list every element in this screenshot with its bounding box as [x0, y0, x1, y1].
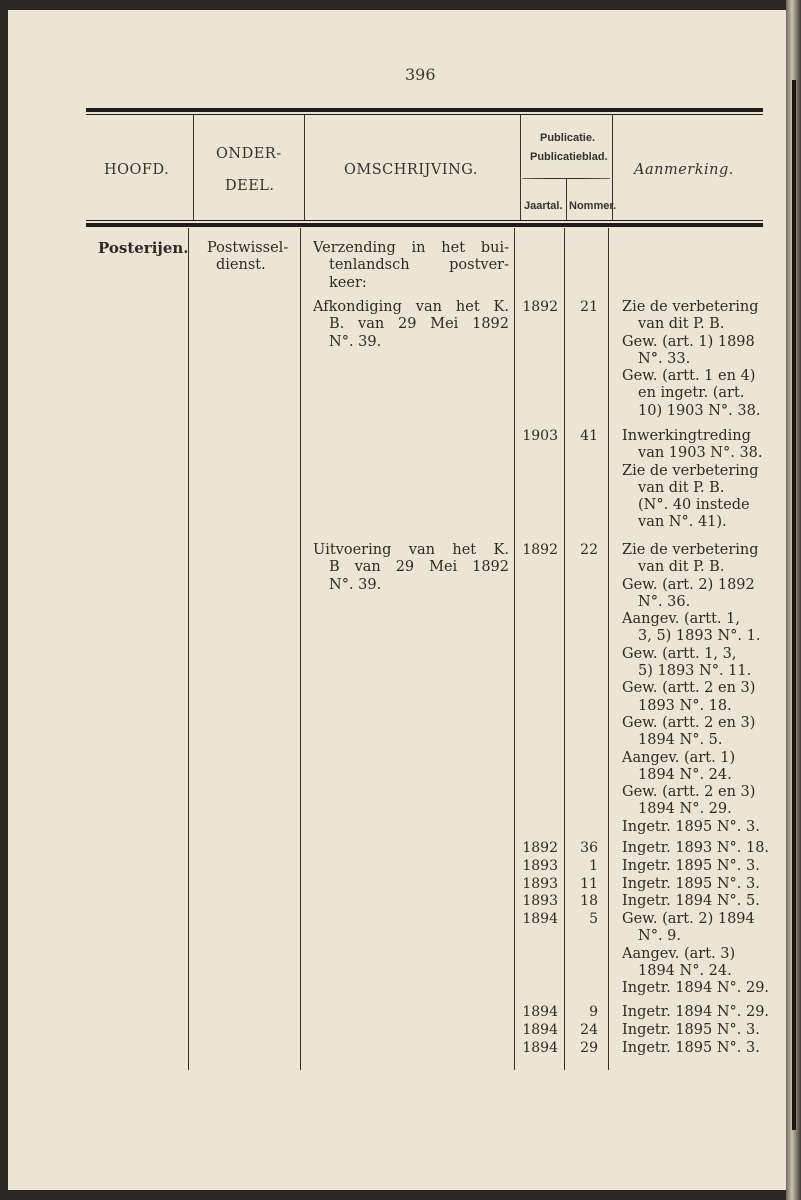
notes-block: [622, 858, 767, 875]
number-cell: 29: [580, 1040, 598, 1056]
notes-block: [622, 1040, 767, 1057]
note-line: Ingetr. 1895 N°. 3.: [622, 1022, 760, 1038]
year-cell: 1892: [522, 542, 558, 558]
note-line: Gew. (art. 1) 1898: [622, 333, 755, 350]
year-cell: 1892: [522, 299, 558, 315]
description-line: B. van 29 Mei 1892: [329, 316, 509, 333]
description-line: B van 29 Mei 1892: [329, 559, 509, 576]
note-line: Aangev. (art. 3): [622, 945, 736, 962]
note-line: Ingetr. 1894 N°. 5.: [622, 893, 760, 909]
year-cell: 1892: [522, 840, 558, 856]
description-line: N°. 39.: [329, 576, 382, 593]
note-line: Aangev. (artt. 1,: [622, 611, 740, 628]
header-aanmerking: Aanmerking.: [634, 162, 734, 178]
description-entry-2: [313, 299, 509, 351]
number-cell: 22: [580, 542, 598, 558]
notes-block: [622, 428, 767, 532]
year-cell: 1893: [522, 893, 558, 909]
note-line: 1894 N°. 29.: [638, 801, 732, 818]
note-line: Gew. (artt. 2 en 3): [622, 680, 756, 697]
year-cell: 1894: [522, 1022, 558, 1038]
note-line: van dit P. B.: [638, 316, 725, 333]
note-line: van dit P. B.: [638, 479, 725, 496]
number-cell: 24: [580, 1022, 598, 1038]
header-bottom-rule: [86, 223, 763, 227]
publicatie-brace: [522, 178, 610, 179]
onderdeel-line1: Postwissel-: [207, 240, 289, 256]
note-line: Gew. (artt. 1 en 4): [622, 368, 756, 385]
description-line: Uitvoering van het K.: [313, 542, 509, 558]
note-line: (N°. 40 instede: [638, 497, 750, 514]
note-line: van N°. 41).: [638, 514, 727, 531]
note-line: Inwerkingtreding: [622, 428, 751, 444]
number-cell: 18: [580, 893, 598, 909]
number-cell: 36: [580, 840, 598, 856]
description-line: Afkondiging van het K.: [313, 299, 509, 315]
description-entry-3: [313, 542, 509, 594]
description-line: tenlandsch postver-: [329, 257, 509, 274]
body-divider-3: [514, 228, 515, 1070]
header-jaartal: Jaartal.: [524, 200, 563, 212]
notes-block: [622, 840, 770, 857]
note-line: Ingetr. 1894 N°. 29.: [622, 1004, 770, 1020]
number-cell: 41: [580, 428, 598, 444]
body-divider-2: [300, 228, 301, 1070]
note-line: 5) 1893 N°. 11.: [638, 663, 752, 680]
note-line: Zie de verbetering: [622, 462, 759, 479]
description-entry-1: [313, 240, 509, 292]
year-cell: 1894: [522, 911, 558, 927]
year-cell: 1894: [522, 1040, 558, 1056]
page-number: 396: [405, 65, 436, 84]
number-cell: 5: [589, 911, 598, 927]
header-divider-3: [520, 115, 521, 220]
note-line: Gew. (artt. 2 en 3): [622, 714, 756, 731]
description-line: Verzending in het bui-: [313, 240, 509, 256]
note-line: N°. 9.: [638, 928, 681, 945]
note-line: Ingetr. 1895 N°. 3.: [622, 1040, 760, 1056]
note-line: 10) 1903 N°. 38.: [638, 402, 761, 419]
note-line: Ingetr. 1895 N°. 3.: [622, 818, 760, 835]
header-onderdeel-line1: ONDER-: [216, 146, 282, 162]
note-line: Zie de verbetering: [622, 542, 759, 558]
notes-block: [622, 299, 767, 420]
notes-block: [622, 893, 767, 910]
onderdeel-line2: dienst.: [216, 257, 266, 273]
note-line: Gew. (art. 2) 1892: [622, 576, 755, 593]
header-nommer: Nommer.: [569, 200, 617, 212]
year-cell: 1903: [522, 428, 558, 444]
note-line: Gew. (artt. 2 en 3): [622, 784, 756, 801]
header-top-rule: [86, 108, 763, 112]
note-line: Ingetr. 1895 N°. 3.: [622, 858, 760, 874]
notes-block: [622, 542, 767, 836]
note-line: Gew. (artt. 1, 3,: [622, 645, 737, 662]
year-cell: 1894: [522, 1004, 558, 1020]
number-cell: 1: [589, 858, 598, 874]
header-publicatie: Publicatie.: [540, 132, 596, 144]
header-top-rule-thin: [86, 114, 763, 115]
note-line: Ingetr. 1893 N°. 18.: [622, 840, 770, 856]
notes-block: [622, 911, 770, 997]
header-divider-1: [193, 115, 194, 220]
year-cell: 1893: [522, 876, 558, 892]
note-line: Zie de verbetering: [622, 299, 759, 315]
header-omschrijving: OMSCHRIJVING.: [344, 162, 478, 178]
number-cell: 9: [589, 1004, 598, 1020]
note-line: N°. 33.: [638, 350, 691, 367]
note-line: 3, 5) 1893 N°. 1.: [638, 628, 761, 645]
notes-block: [622, 876, 767, 893]
note-line: Aangev. (art. 1): [622, 749, 736, 766]
header-divider-2: [304, 115, 305, 220]
note-line: Ingetr. 1895 N°. 3.: [622, 876, 760, 892]
year-cell: 1893: [522, 858, 558, 874]
notes-block: [622, 1004, 770, 1021]
hoofd-cell: Posterijen.: [98, 239, 189, 257]
header-publicatieblad: Publicatieblad.: [530, 151, 608, 163]
body-divider-5: [608, 228, 609, 1070]
note-line: 1894 N°. 24.: [638, 766, 732, 783]
note-line: van 1903 N°. 38.: [638, 445, 763, 462]
body-divider-4: [564, 228, 565, 1070]
description-line: N°. 39.: [329, 333, 382, 350]
spine-shadow: [792, 80, 796, 1130]
header-divider-pub: [566, 178, 567, 220]
description-line: keer:: [329, 274, 367, 291]
header-bottom-rule-thin: [86, 220, 763, 221]
notes-block: [622, 1022, 767, 1039]
note-line: Ingetr. 1894 N°. 29.: [622, 980, 770, 997]
note-line: 1893 N°. 18.: [638, 697, 732, 714]
body-divider-1: [188, 228, 189, 1070]
note-line: 1894 N°. 5.: [638, 732, 723, 749]
note-line: N°. 36.: [638, 593, 691, 610]
header-hoofd: HOOFD.: [104, 162, 170, 178]
number-cell: 21: [580, 299, 598, 315]
note-line: van dit P. B.: [638, 559, 725, 576]
note-line: en ingetr. (art.: [638, 385, 745, 402]
note-line: Gew. (art. 2) 1894: [622, 911, 755, 927]
header-onderdeel-line2: DEEL.: [225, 178, 275, 194]
number-cell: 11: [580, 876, 598, 892]
note-line: 1894 N°. 24.: [638, 962, 732, 979]
